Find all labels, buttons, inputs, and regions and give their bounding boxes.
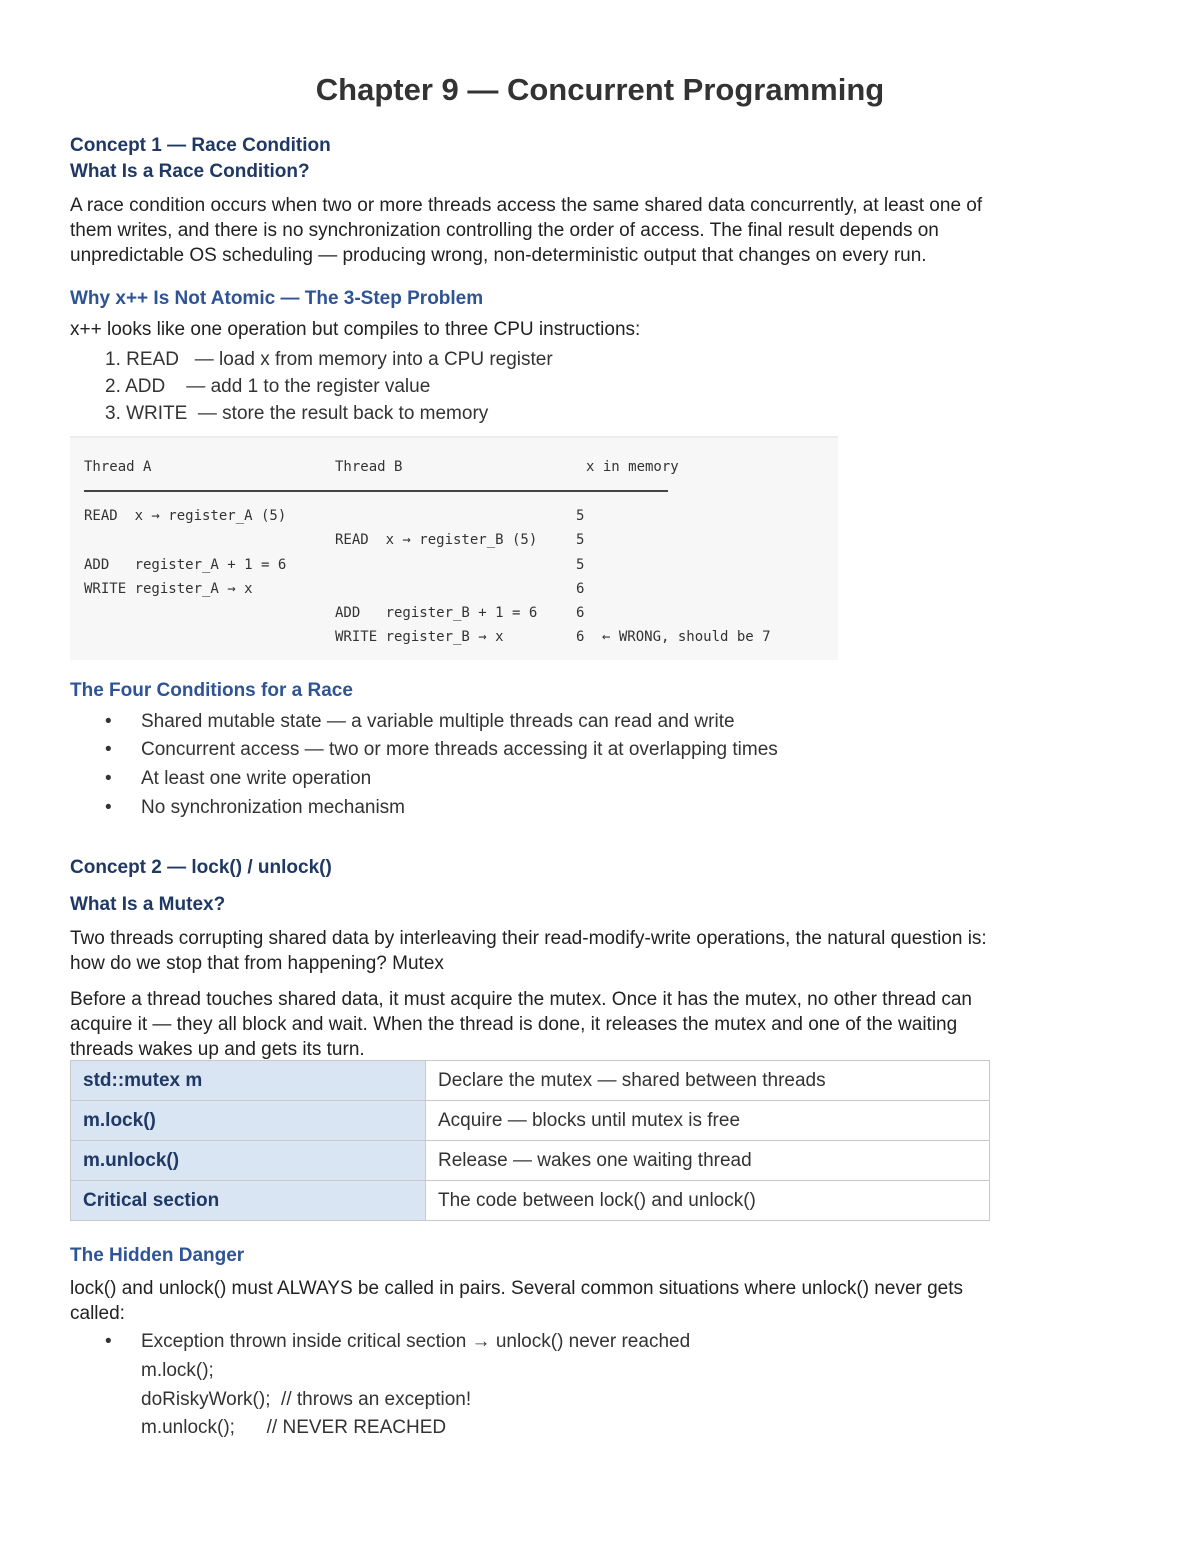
trace-cell-a: ADD register_A + 1 = 6 xyxy=(84,557,287,573)
bullet-icon: • xyxy=(105,739,112,760)
bullet-icon: • xyxy=(105,768,112,789)
interleaving-trace-block xyxy=(70,436,838,660)
cpu-steps-list xyxy=(105,346,553,427)
concept2-subheading: What Is a Mutex? xyxy=(70,894,226,915)
trace-cell-b: WRITE register_B → x xyxy=(335,629,504,645)
table-value-cell: Release — wakes one waiting thread xyxy=(426,1141,990,1181)
paragraph-line: unpredictable OS scheduling — producing wrong, non-deterministic output that changes on every run. xyxy=(70,245,927,266)
paragraph-line: Two threads corrupting shared data by interleaving their read-modify-write operations, the natural question is: xyxy=(70,928,987,949)
atomic-intro: x++ looks like one operation but compiles to three CPU instructions: xyxy=(70,319,641,340)
table-row xyxy=(71,1061,990,1101)
trace-header-thread-b: Thread B xyxy=(335,459,403,475)
cpu-step: 2. ADD — add 1 to the register value xyxy=(105,376,431,397)
trace-cell-x: 6 xyxy=(576,581,585,597)
paragraph-line: them writes, and there is no synchronization controlling the order of access. The final result depends on xyxy=(70,220,939,241)
trace-cell-a: WRITE register_A → x xyxy=(84,581,253,597)
paragraph-line: acquire it — they all block and wait. When the thread is done, it releases the mutex and one of the waiting xyxy=(70,1014,958,1035)
trace-cell-a: READ x → register_A (5) xyxy=(84,508,287,524)
table-value-cell: Acquire — blocks until mutex is free xyxy=(426,1101,990,1141)
table-value-cell: The code between lock() and unlock() xyxy=(426,1181,990,1221)
code-line: m.unlock(); // NEVER REACHED xyxy=(141,1417,447,1438)
atomic-heading: Why x++ Is Not Atomic — The 3-Step Problem xyxy=(70,288,484,309)
table-key-cell: m.unlock() xyxy=(71,1141,426,1181)
table-row xyxy=(71,1101,990,1141)
trace-cell-b: ADD register_B + 1 = 6 xyxy=(335,605,538,621)
race-conditions-heading: The Four Conditions for a Race xyxy=(70,680,353,701)
table-row xyxy=(71,1181,990,1221)
bullet-icon: • xyxy=(105,711,112,732)
trace-header-memory: x in memory xyxy=(586,459,679,475)
table-value-cell: Declare the mutex — shared between threads xyxy=(426,1061,990,1101)
trace-cell-x: 5 xyxy=(576,508,585,524)
trace-cell-x: 6 xyxy=(576,605,585,621)
mutex-explanation-paragraph xyxy=(70,987,972,1062)
table-key-cell: std::mutex m xyxy=(71,1061,426,1101)
table-key-cell: Critical section xyxy=(71,1181,426,1221)
hidden-danger-paragraph xyxy=(70,1276,963,1326)
table-key-cell: m.lock() xyxy=(71,1101,426,1141)
paragraph-line: how do we stop that from happening? Mutex xyxy=(70,953,444,974)
bullet-icon: • xyxy=(105,797,112,818)
mutex-api-table xyxy=(70,1060,990,1221)
code-line: doRiskyWork(); // throws an exception! xyxy=(141,1389,472,1410)
bullet-text: No synchronization mechanism xyxy=(141,797,406,818)
paragraph-line: Before a thread touches shared data, it must acquire the mutex. Once it has the mutex, no other thread can xyxy=(70,989,972,1010)
concept1-subheading: What Is a Race Condition? xyxy=(70,161,310,182)
paragraph-line: threads wakes up and gets its turn. xyxy=(70,1039,365,1060)
trace-cell-x: 5 xyxy=(576,532,585,548)
bullet-icon: • xyxy=(105,1331,112,1352)
trace-cell-x: 5 xyxy=(576,557,585,573)
hidden-danger-heading: The Hidden Danger xyxy=(70,1245,245,1266)
cpu-step: 3. WRITE — store the result back to memory xyxy=(105,403,489,424)
paragraph-line: called: xyxy=(70,1303,125,1324)
concept2-heading: Concept 2 — lock() / unlock() xyxy=(70,857,332,878)
trace-header-rule xyxy=(84,490,668,492)
bullet-text: Concurrent access — two or more threads accessing it at overlapping times xyxy=(141,739,778,760)
trace-header-thread-a: Thread A xyxy=(84,459,152,475)
trace-cell-x: 6 xyxy=(576,629,585,645)
code-line: m.lock(); xyxy=(141,1360,214,1381)
page-title: Chapter 9 — Concurrent Programming xyxy=(315,72,885,107)
bullet-text: At least one write operation xyxy=(141,768,372,789)
table-row xyxy=(71,1141,990,1181)
bullet-text: Shared mutable state — a variable multiple threads can read and write xyxy=(141,711,735,732)
race-condition-paragraph xyxy=(70,193,982,268)
paragraph-line: A race condition occurs when two or more threads access the same shared data concurrently, at least one of xyxy=(70,195,983,216)
mutex-intro-paragraph xyxy=(70,926,987,976)
bullet-text: Exception thrown inside critical section → unlock() never reached xyxy=(141,1331,691,1352)
concept1-heading: Concept 1 — Race Condition xyxy=(70,135,331,156)
paragraph-line: lock() and unlock() must ALWAYS be called in pairs. Several common situations where unlock() never gets xyxy=(70,1278,964,1299)
trace-wrong-note: ← WRONG, should be 7 xyxy=(602,629,771,645)
cpu-step: 1. READ — load x from memory into a CPU register xyxy=(105,349,553,370)
trace-cell-b: READ x → register_B (5) xyxy=(335,532,538,548)
